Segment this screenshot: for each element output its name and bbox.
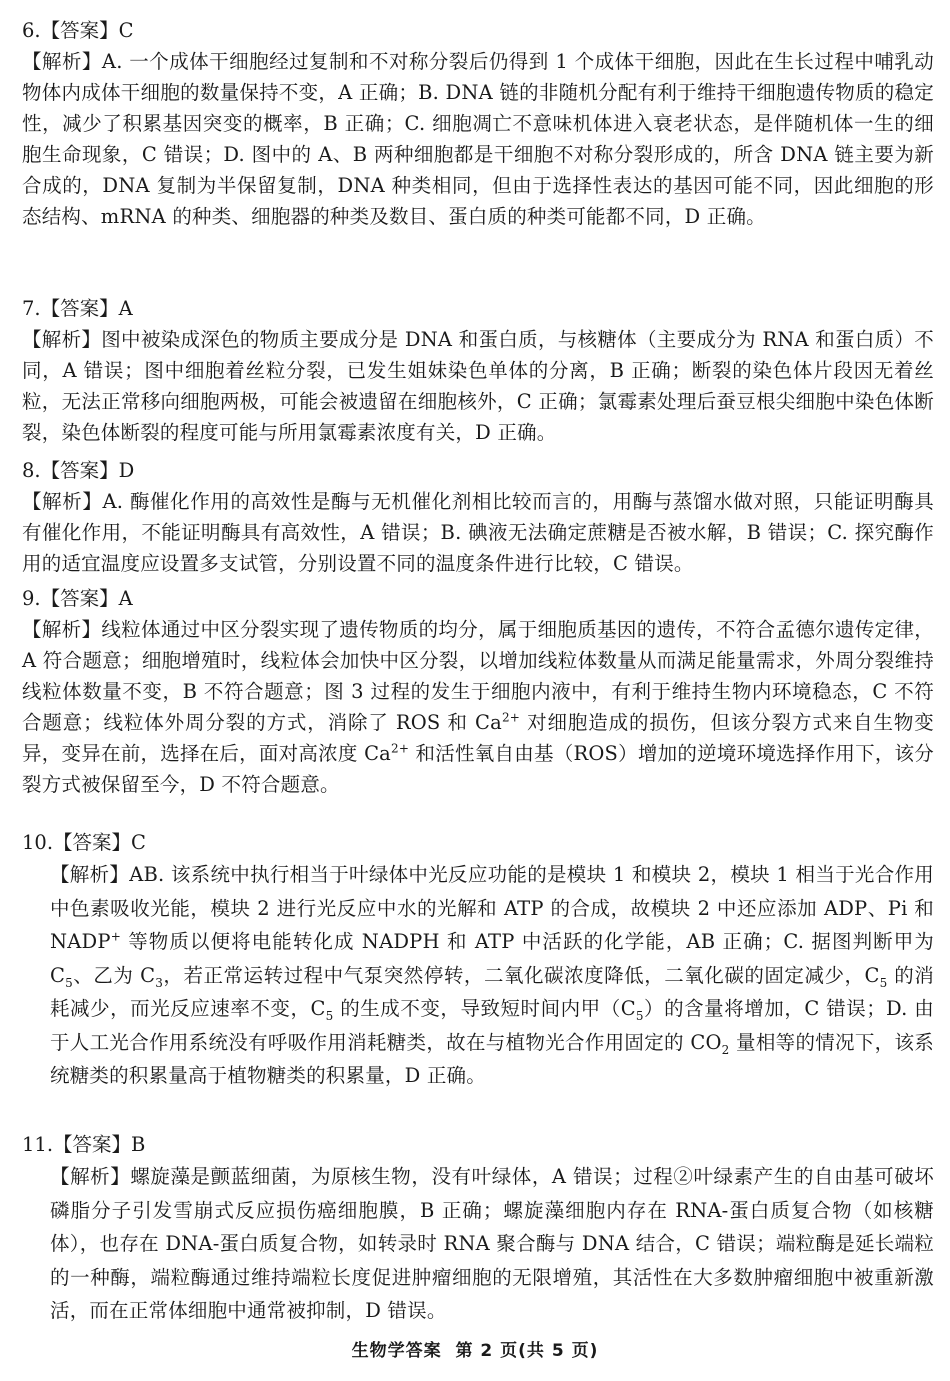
answer-line: [22, 828, 934, 858]
explanation-text: 的消耗减少，而光反应速率不变，C: [50, 963, 934, 1020]
question-7: [22, 294, 934, 456]
explanation-tag: 【解析】: [22, 328, 102, 351]
footer-page-number: 第 2 页(共 5 页): [455, 1341, 599, 1361]
explanation: [50, 858, 934, 1130]
explanation-tag: 【解析】: [22, 490, 103, 513]
question-10: [22, 828, 934, 1130]
question-number: 9.: [22, 587, 41, 610]
question-6: [22, 16, 934, 294]
explanation: [50, 1160, 934, 1328]
answer-tag: 【答案】: [53, 1133, 132, 1156]
explanation: [22, 324, 934, 456]
explanation-text: A. 一个成体干细胞经过复制和不对称分裂后仍得到 1 个成体干细胞，因此在生长过程中哺乳动物体内成体干细胞的数量保持不变，A 正确；B. DNA 链的非随机分配有利于维持干细胞遗传物质的稳定性，减少了积累基因突变的概率，B 正确；C. 细胞凋亡不意味机体进入衰老状态，是伴随机体一生的细胞生命现象，C 错误；D. 图中的 A、B 两种细胞都是干细胞不对称分裂形成的，所含 DNA 链主要为新合成的，DNA 复制为半保留复制，DNA 种类相同，但由于选择性表达的基因可能不同，因此细胞的形态结构、mRNA 的种类、细胞器的种类及数目、蛋白质的种类可能都不同，D 正确。: [22, 50, 934, 228]
question-9: [22, 584, 934, 828]
answer-value: C: [118, 19, 134, 42]
answer-value: A: [118, 587, 133, 610]
explanation-text: 和活性氧自由基（ROS）增加的逆境环境选择作用下，该分裂方式被保留至今，D 不符合题意。: [22, 742, 934, 796]
page-footer: [0, 1336, 950, 1361]
explanation-text: ）的含量将增加，C 错误；D. 由于人工光合作用系统没有呼吸作用消耗糖类，故在与植物光合作用固定的 CO: [50, 997, 934, 1054]
subscript: 5: [635, 1008, 644, 1023]
answer-tag: 【答案】: [40, 19, 119, 42]
answer-tag: 【答案】: [40, 587, 119, 610]
explanation-tag: 【解析】: [50, 863, 130, 886]
subscript: 3: [155, 975, 164, 990]
explanation-text: 对细胞造成的损伤，但该分裂方式来自生物变异，变异在前，选择在后，面对高浓度 Ca: [22, 711, 934, 765]
question-number: 10.: [22, 831, 54, 854]
answer-tag: 【答案】: [40, 459, 119, 482]
answer-value: D: [118, 459, 135, 482]
explanation-text: 螺旋藻是颤蓝细菌，为原核生物，没有叶绿体，A 错误；过程②叶绿素产生的自由基可破坏磷脂分子引发雪崩式反应损伤癌细胞膜，B 正确；螺旋藻细胞内存在 RNA-蛋白质复合物（如核糖体），也存在 DNA-蛋白质复合物，如转录时 RNA 聚合酶与 DNA 结合，C 错误；端粒酶是延长端粒的一种酶，端粒酶通过维持端粒长度促进肿瘤细胞的无限增殖，其活性在大多数肿瘤细胞中被重新激活，而在正常体细胞中通常被抑制，D 错误。: [50, 1165, 934, 1322]
explanation: [22, 486, 934, 584]
explanation: [22, 614, 934, 828]
question-number: 8.: [22, 459, 41, 482]
superscript: 2+: [501, 710, 521, 725]
question-11: [22, 1130, 934, 1328]
answer-line: [22, 584, 934, 614]
answer-line: [22, 16, 934, 46]
explanation-tag: 【解析】: [50, 1165, 131, 1188]
explanation-text: 等物质以便将电能转化成 NADPH 和 ATP 中活跃的化学能，AB 正确；C. 据图判断甲为 C: [50, 930, 934, 987]
answer-value: B: [131, 1133, 146, 1156]
explanation-text: ，若正常运转过程中气泵突然停转，二氧化碳浓度降低，二氧化碳的固定减少，C: [163, 963, 880, 987]
answer-line: [22, 456, 934, 486]
question-8: [22, 456, 934, 584]
subscript: 5: [325, 1008, 334, 1023]
explanation-tag: 【解析】: [22, 50, 102, 73]
explanation-text: AB. 该系统中执行相当于叶绿体中光反应功能的是模块 1 和模块 2，模块 1 相当于光合作用中色素吸收光能，模块 2 进行光反应中水的光解和 ATP 的合成，故模块 2 中还应添加 ADP、Pi 和 NADP: [50, 863, 934, 953]
explanation-text: A. 酶催化作用的高效性是酶与无机催化剂相比较而言的，用酶与蒸馏水做对照，只能证明酶具有催化作用，不能证明酶具有高效性，A 错误；B. 碘液无法确定蔗糖是否被水解，B 错误；C. 探究酶作用的适宜温度应设置多支试管，分别设置不同的温度条件进行比较，C 错误。: [22, 490, 934, 575]
explanation: [22, 46, 934, 294]
footer-subject: 生物学答案: [351, 1341, 442, 1361]
explanation-tag: 【解析】: [22, 618, 102, 641]
answer-tag: 【答案】: [40, 297, 119, 320]
question-number: 6.: [22, 19, 41, 42]
superscript: +: [110, 929, 121, 944]
question-number: 11.: [22, 1133, 54, 1156]
subscript: 5: [65, 975, 73, 990]
explanation-text: 量相等的情况下，该系统糖类的积累量高于植物糖类的积累量，D 正确。: [50, 1030, 934, 1087]
answer-tag: 【答案】: [53, 831, 132, 854]
answer-line: [22, 294, 934, 324]
subscript: 5: [879, 975, 888, 990]
answer-value: C: [131, 831, 146, 854]
subscript: 2: [721, 1042, 730, 1057]
answer-page: [22, 16, 934, 1328]
explanation-text: 线粒体通过中区分裂实现了遗传物质的均分，属于细胞质基因的遗传，不符合孟德尔遗传定律，A 符合题意；细胞增殖时，线粒体会加快中区分裂，以增加线粒体数量从而满足能量需求，外周分裂维持线粒体数量不变，B 不符合题意；图 3 过程的发生于细胞内液中，有利于维持生物内环境稳态，C 不符合题意；线粒体外周分裂的方式，消除了 ROS 和 Ca: [22, 618, 934, 734]
explanation-text: 的生成不变，导致短时间内甲（C: [333, 997, 636, 1020]
superscript: 2+: [391, 741, 410, 756]
answer-value: A: [118, 297, 133, 320]
question-number: 7.: [22, 297, 41, 320]
explanation-text: 图中被染成深色的物质主要成分是 DNA 和蛋白质，与核糖体（主要成分为 RNA 和蛋白质）不同，A 错误；图中细胞着丝粒分裂，已发生姐妹染色单体的分离，B 正确；断裂的染色体片段因无着丝粒，无法正常移向细胞两极，可能会被遗留在细胞核外，C 正确；氯霉素处理后蚕豆根尖细胞中染色体断裂，染色体断裂的程度可能与所用氯霉素浓度有关，D 正确。: [22, 328, 934, 444]
explanation-text: 、乙为 C: [72, 963, 156, 987]
answer-line: [22, 1130, 934, 1160]
